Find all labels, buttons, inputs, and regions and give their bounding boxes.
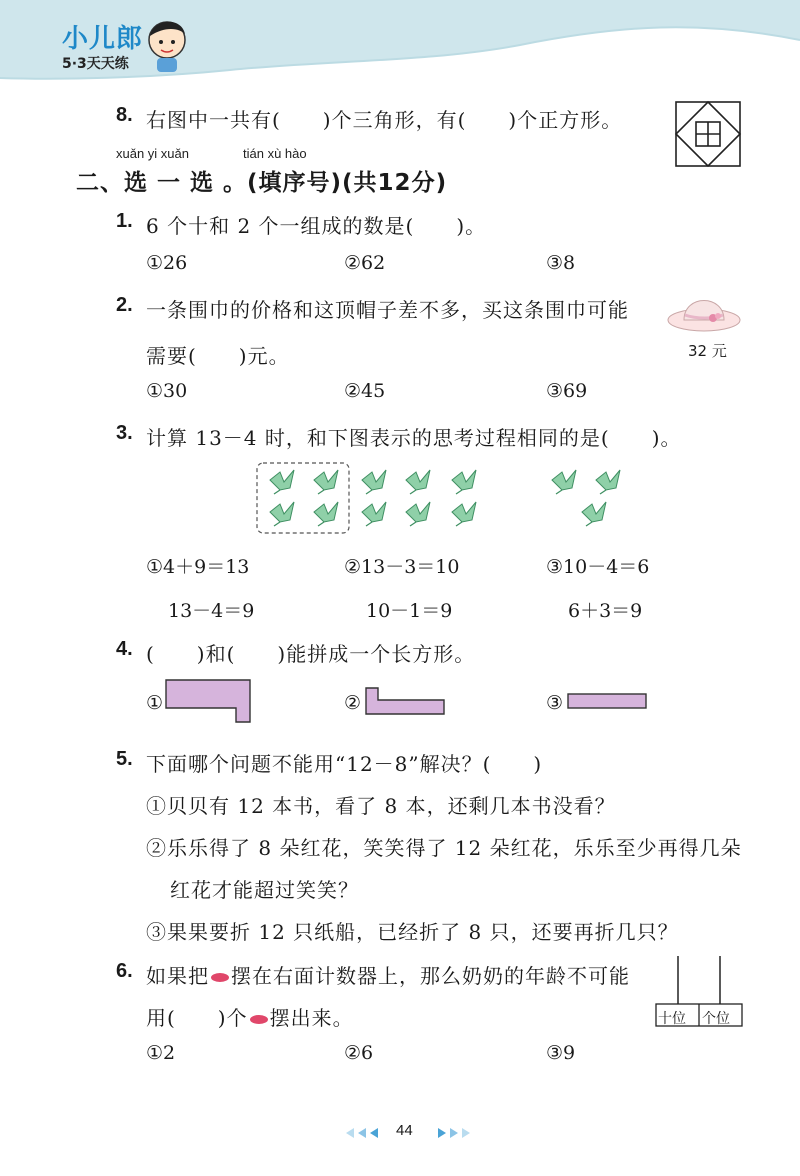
q8-figure bbox=[674, 100, 742, 168]
q2-option-3[interactable]: ③69 bbox=[546, 380, 588, 402]
q6-option-3[interactable]: ③9 bbox=[546, 1042, 576, 1064]
section2-pinyin-2: tián xù hào bbox=[243, 146, 307, 161]
logo bbox=[62, 18, 143, 73]
counter-label-ones: 个位 bbox=[702, 1011, 730, 1027]
q5-option-1[interactable]: ①贝贝有 12 本书，看了 8 本，还剩几本书没看？ bbox=[146, 794, 616, 818]
bead-icon bbox=[211, 973, 229, 982]
q1-option-1[interactable]: ①26 bbox=[146, 252, 188, 274]
q4-shape-2 bbox=[364, 686, 448, 718]
counter-label-tens: 十位 bbox=[658, 1011, 686, 1027]
q2-option-2[interactable]: ②45 bbox=[344, 380, 386, 402]
q8-number: 8. bbox=[116, 104, 133, 126]
section2-pinyin-1: xuǎn yi xuǎn bbox=[116, 146, 189, 161]
q2-option-1[interactable]: ①30 bbox=[146, 380, 188, 402]
q6-line2-b: 摆出来。 bbox=[269, 1006, 354, 1030]
q2-line2: 需要( )元。 bbox=[146, 344, 290, 368]
q2-line1: 一条围巾的价格和这顶帽子差不多，买这条围巾可能 bbox=[146, 298, 629, 322]
q6-line2 bbox=[146, 1002, 354, 1031]
q1-option-2[interactable]: ②62 bbox=[344, 252, 386, 274]
q1-number: 1. bbox=[116, 210, 133, 232]
q6-option-2[interactable]: ②6 bbox=[344, 1042, 374, 1064]
hat-icon bbox=[666, 288, 746, 334]
q2-number: 2. bbox=[116, 294, 133, 316]
q6-option-1[interactable]: ①2 bbox=[146, 1042, 176, 1064]
q3-number: 3. bbox=[116, 422, 133, 444]
q6-line1-b: 摆在右面计数器上，那么奶奶的年龄不可能 bbox=[231, 964, 630, 988]
nav-prev-icon[interactable] bbox=[344, 1126, 384, 1140]
page-number: 44 bbox=[396, 1122, 413, 1139]
logo-title: 小儿郎 bbox=[62, 24, 144, 54]
q6-line2-a: 用( )个 bbox=[146, 1006, 248, 1030]
q3-option-3[interactable]: ③10－4＝6 bbox=[546, 556, 650, 578]
paper-cranes-figure bbox=[254, 460, 694, 536]
q5-option-3[interactable]: ③果果要折 12 只纸船，已经折了 8 只，还要再折几只？ bbox=[146, 920, 679, 944]
section2-title: 二、选 一 选 。(填序号)(共12分) bbox=[76, 170, 448, 196]
q6-line1 bbox=[146, 960, 630, 989]
q4-label-2[interactable]: ② bbox=[344, 692, 362, 714]
q4-number: 4. bbox=[116, 638, 133, 660]
q6-number: 6. bbox=[116, 960, 133, 982]
q5-text: 下面哪个问题不能用“12－8”解决？( ) bbox=[146, 752, 543, 776]
q6-line1-a: 如果把 bbox=[146, 964, 209, 988]
q3-option-1-line2: 13－4＝9 bbox=[168, 600, 255, 622]
q5-option-2[interactable]: ②乐乐得了 8 朵红花，笑笑得了 12 朵红花，乐乐至少再得几朵 bbox=[146, 836, 742, 860]
q1-option-3[interactable]: ③8 bbox=[546, 252, 576, 274]
q3-option-2[interactable]: ②13－3＝10 bbox=[344, 556, 460, 578]
nav-next-icon[interactable] bbox=[436, 1126, 476, 1140]
q3-option-3-line2: 6＋3＝9 bbox=[568, 600, 643, 622]
q4-text: ( )和( )能拼成一个长方形。 bbox=[146, 642, 476, 666]
q3-option-2-line2: 10－1＝9 bbox=[366, 600, 453, 622]
bead-icon bbox=[250, 1015, 268, 1024]
mascot-icon bbox=[145, 14, 191, 74]
q5-number: 5. bbox=[116, 748, 133, 770]
q1-text: 6 个十和 2 个一组成的数是( )。 bbox=[146, 214, 487, 238]
q3-option-1[interactable]: ①4＋9＝13 bbox=[146, 556, 250, 578]
q5-option-2-line2: 红花才能超过笑笑？ bbox=[170, 878, 359, 902]
q4-label-1[interactable]: ① bbox=[146, 692, 164, 714]
q4-shape-1 bbox=[164, 678, 254, 726]
hat-price: 32 元 bbox=[688, 342, 727, 360]
q8-text: 右图中一共有( )个三角形，有( )个正方形。 bbox=[146, 108, 623, 132]
logo-subtitle: 5·3天天练 bbox=[62, 56, 129, 72]
q4-shape-3 bbox=[566, 692, 650, 712]
q3-text: 计算 13－4 时，和下图表示的思考过程相同的是( )。 bbox=[146, 426, 682, 450]
q4-label-3[interactable]: ③ bbox=[546, 692, 564, 714]
